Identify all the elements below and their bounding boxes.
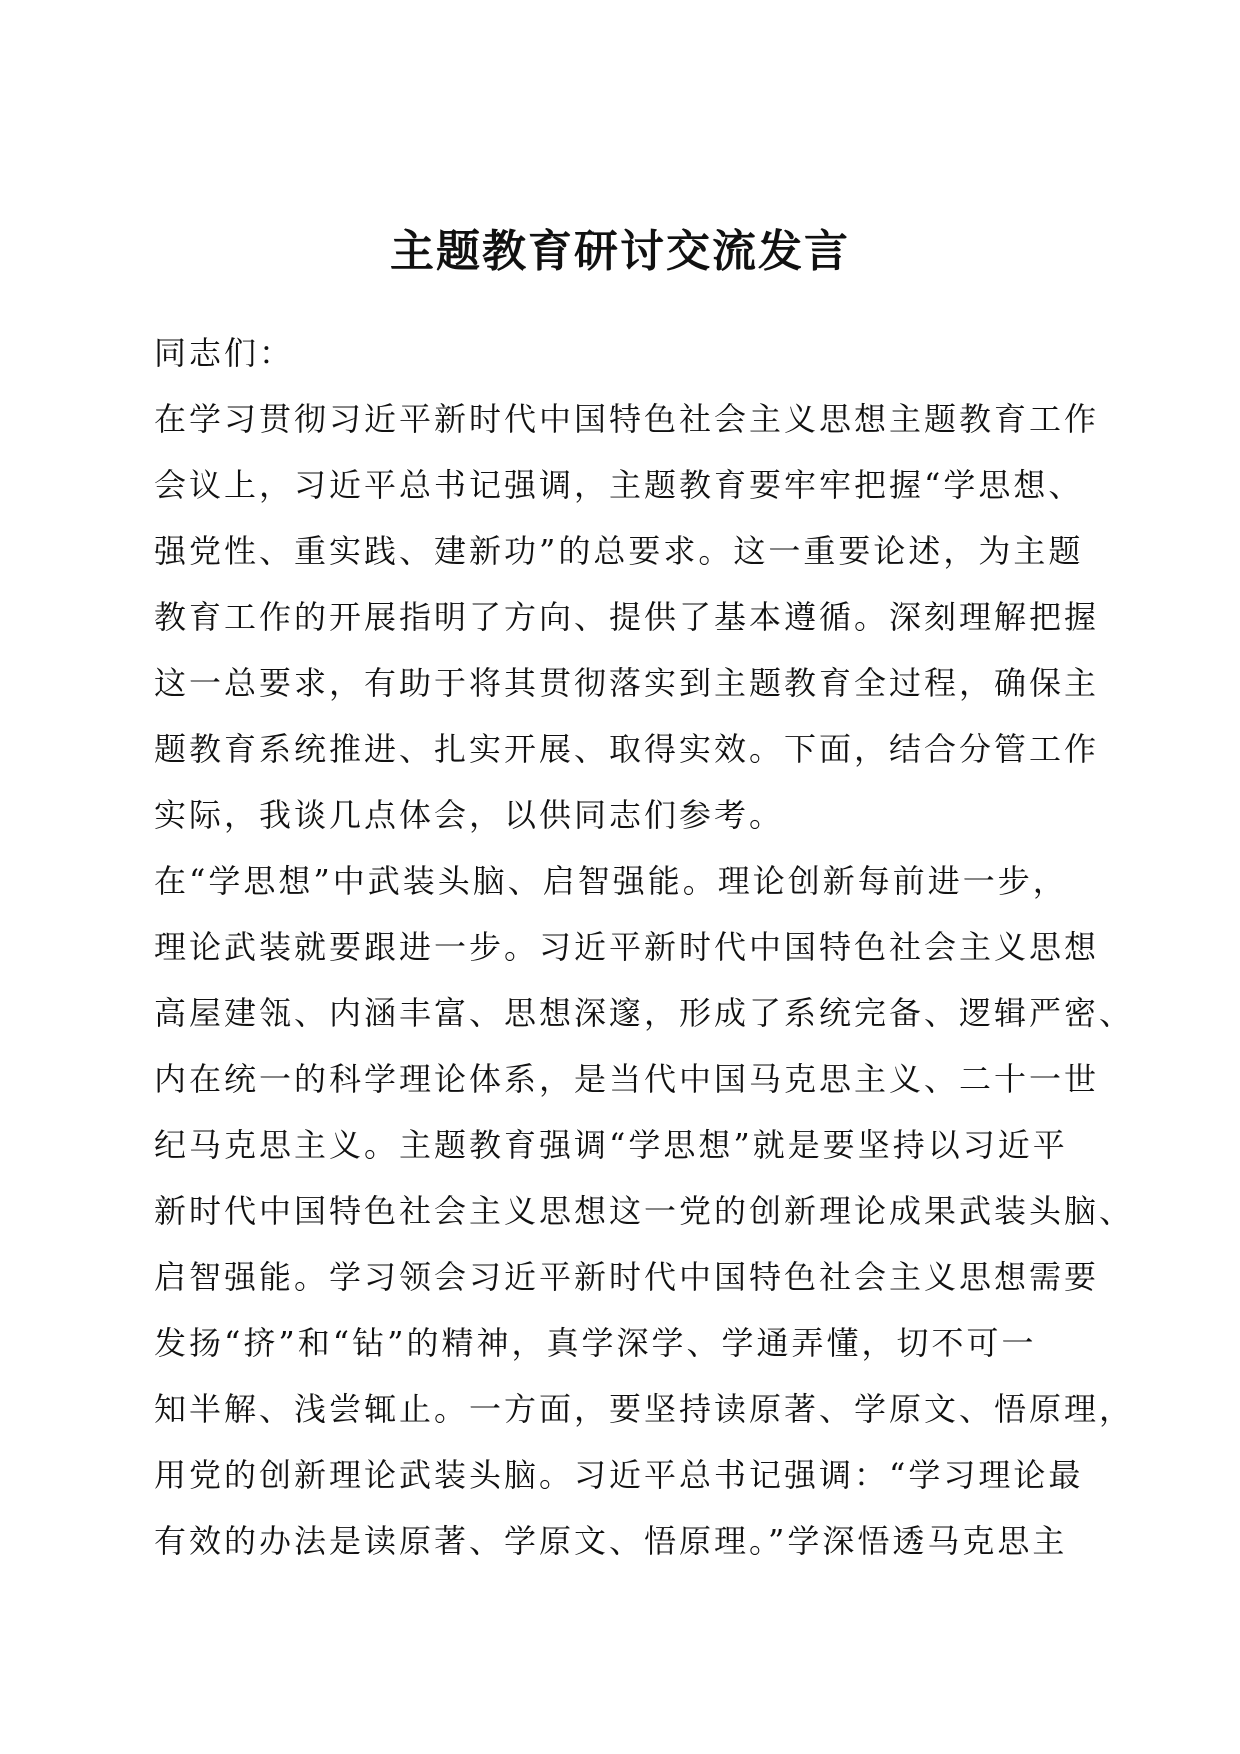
text-line: 新时代中国特色社会主义思想这一党的创新理论成果武装头脑、: [154, 1192, 1135, 1230]
text-line: 发扬“挤”和“钻”的精神，真学深学、学通弄懂，切不可一: [154, 1324, 1037, 1362]
text-line: 会议上，习近平总书记强调，主题教育要牢牢把握“学思想、: [154, 466, 1084, 504]
text-line: 启智强能。学习领会习近平新时代中国特色社会主义思想需要: [154, 1258, 1100, 1296]
text-line: 高屋建瓴、内涵丰富、思想深邃，形成了系统完备、逻辑严密、: [154, 994, 1135, 1032]
text-line: 理论武装就要跟进一步。习近平新时代中国特色社会主义思想: [154, 928, 1100, 966]
text-line: 在学习贯彻习近平新时代中国特色社会主义思想主题教育工作: [154, 400, 1100, 438]
text-line: 用党的创新理论武装头脑。习近平总书记强调：“学习理论最: [154, 1456, 1084, 1494]
text-line: 强党性、重实践、建新功”的总要求。这一重要论述，为主题: [154, 532, 1084, 570]
text-line: 同志们：: [154, 334, 295, 372]
text-line: 题教育系统推进、扎实开展、取得实效。下面，结合分管工作: [154, 730, 1100, 768]
document-body: [154, 320, 1135, 1574]
text-line: 教育工作的开展指明了方向、提供了基本遵循。深刻理解把握: [154, 598, 1100, 636]
document-title: 主题教育研讨交流发言: [390, 226, 850, 277]
text-line: 在“学思想”中武装头脑、启智强能。理论创新每前进一步，: [154, 862, 1068, 900]
text-line: 实际，我谈几点体会，以供同志们参考。: [154, 796, 785, 834]
text-line: 有效的办法是读原著、学原文、悟原理。”学深悟透马克思主: [154, 1522, 1068, 1560]
text-line: 内在统一的科学理论体系，是当代中国马克思主义、二十一世: [154, 1060, 1100, 1098]
text-line: 这一总要求，有助于将其贯彻落实到主题教育全过程，确保主: [154, 664, 1100, 702]
text-line: 知半解、浅尝辄止。一方面，要坚持读原著、学原文、悟原理，: [154, 1390, 1135, 1428]
text-line: 纪马克思主义。主题教育强调“学思想”就是要坚持以习近平: [154, 1126, 1068, 1164]
